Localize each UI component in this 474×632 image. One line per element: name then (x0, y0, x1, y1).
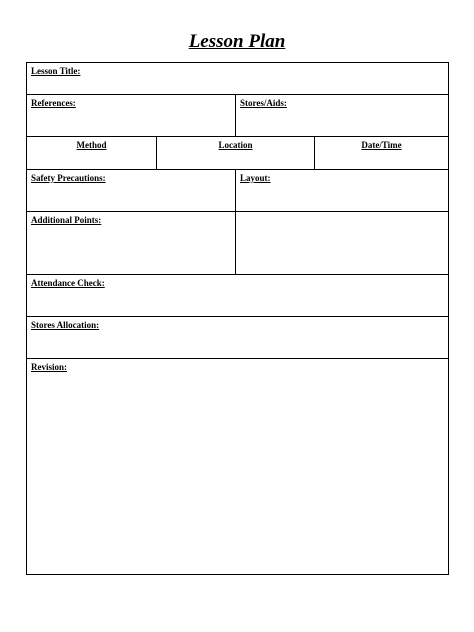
references-row (27, 95, 448, 137)
lesson-title-label: Lesson Title: (31, 66, 81, 76)
method-row (27, 137, 448, 170)
additional-points-row (27, 212, 448, 275)
attendance-row (27, 275, 448, 317)
references-label: References: (31, 98, 76, 108)
date-time-label: Date/Time (361, 140, 402, 150)
references-field[interactable] (27, 95, 236, 136)
revision-label: Revision: (31, 362, 67, 372)
stores-aids-field[interactable] (236, 95, 448, 136)
location-label: Location (218, 140, 253, 150)
safety-precautions-field[interactable] (27, 170, 236, 211)
lesson-title-row (27, 63, 448, 95)
date-time-field[interactable] (315, 137, 448, 169)
additional-points-label: Additional Points: (31, 215, 102, 225)
attendance-check-label: Attendance Check: (31, 278, 105, 288)
stores-aids-label: Stores/Aids: (240, 98, 287, 108)
location-field[interactable] (157, 137, 315, 169)
revision-field[interactable] (27, 359, 448, 574)
page-title: Lesson Plan (188, 31, 286, 52)
lesson-title-field[interactable] (27, 63, 448, 94)
stores-allocation-field[interactable] (27, 317, 448, 358)
layout-field[interactable] (236, 170, 448, 211)
lesson-plan-form (26, 62, 449, 575)
additional-points-notes-field[interactable] (236, 212, 448, 274)
method-field[interactable] (27, 137, 157, 169)
layout-label: Layout: (240, 173, 271, 183)
safety-precautions-label: Safety Precautions: (31, 173, 106, 183)
stores-allocation-label: Stores Allocation: (31, 320, 100, 330)
method-label: Method (76, 140, 107, 150)
additional-points-field[interactable] (27, 212, 236, 274)
attendance-check-field[interactable] (27, 275, 448, 316)
stores-allocation-row (27, 317, 448, 359)
revision-row (27, 359, 448, 574)
safety-row (27, 170, 448, 212)
